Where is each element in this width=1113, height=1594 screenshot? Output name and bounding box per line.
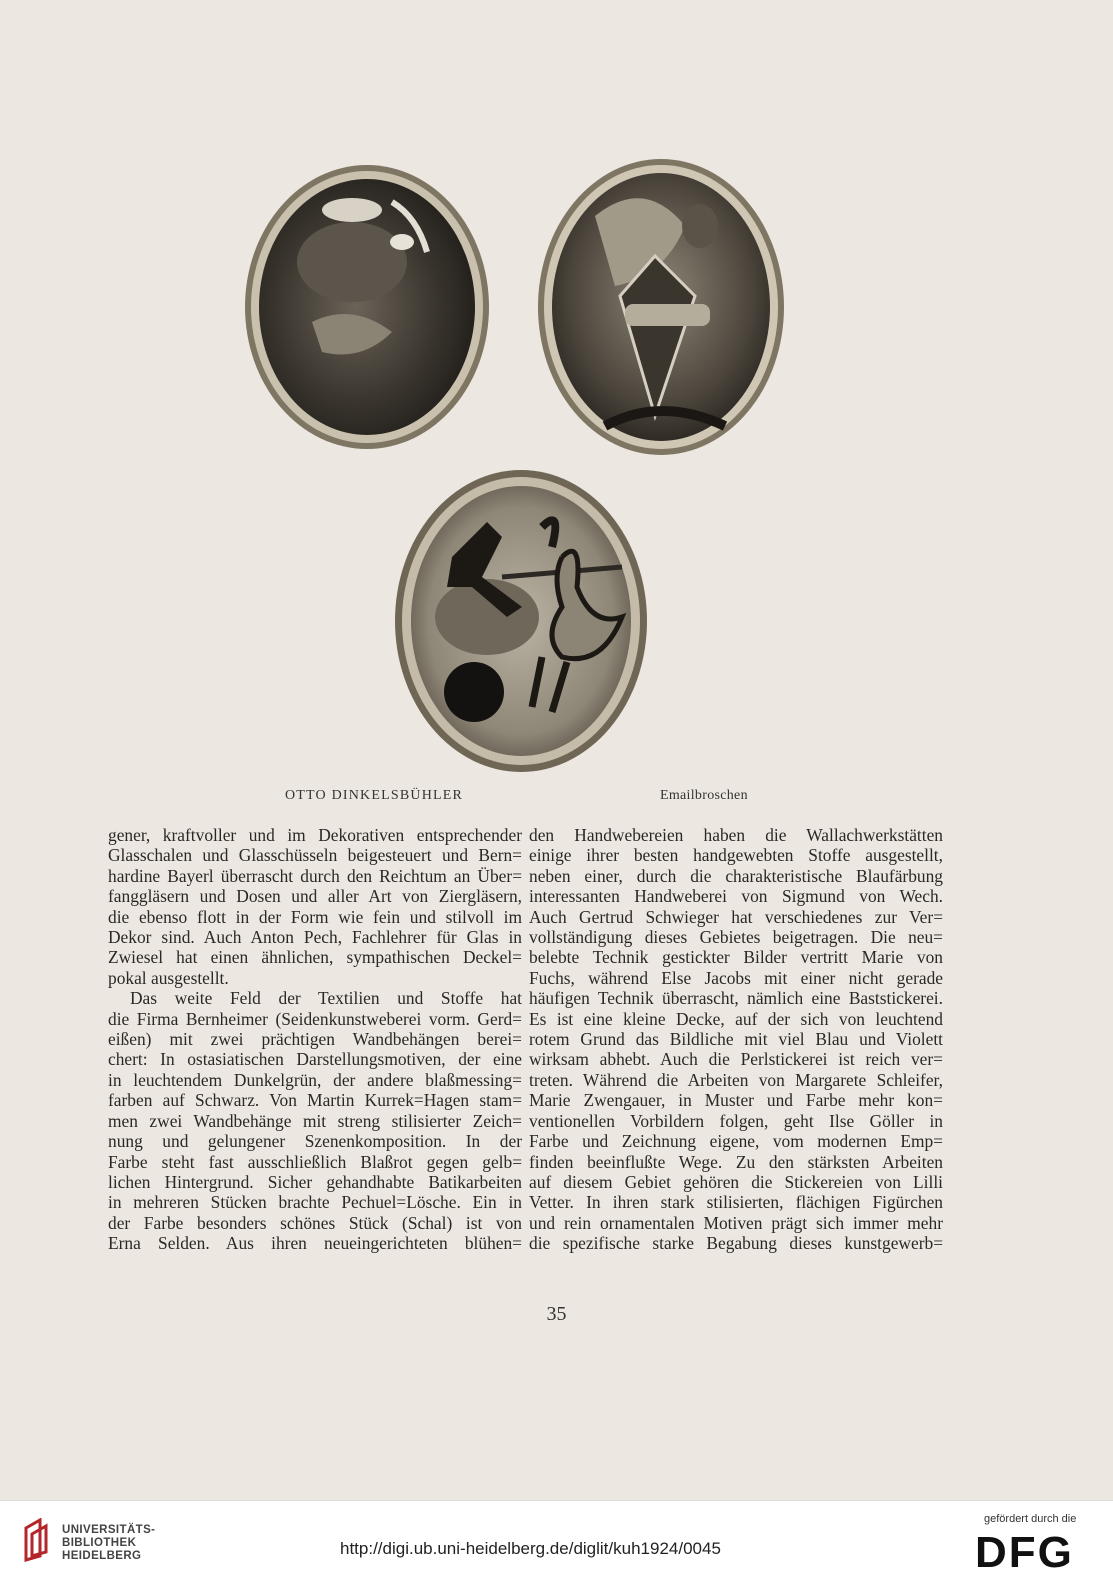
dfg-logo[interactable]: DFG — [975, 1528, 1074, 1577]
text-line: Es ist eine kleine Decke, auf der sich von leuchtend — [529, 1008, 943, 1029]
text-line: eißen) mit zwei prächtigen Wandbehängen berei= — [108, 1029, 522, 1050]
text-line: Marie Zwengauer, in Muster und Farbe mehr kon= — [529, 1090, 943, 1111]
text-line: vollständigung dieses Gebietes beigetragen. Die neu= — [529, 927, 943, 948]
text-line: chert: In ostasiatischen Darstellungsmotiven, der eine — [108, 1049, 522, 1070]
brooch-image-top-left — [242, 162, 492, 452]
text-line: die ebenso flott in der Form wie fein und stilvoll im — [108, 906, 522, 927]
text-line: häufigen Technik überrascht, nämlich eine Baststickerei. — [529, 988, 943, 1009]
funding-note: gefördert durch die — [984, 1513, 1077, 1525]
text-line: Farbe und Zeichnung eigene, vom modernen Emp= — [529, 1131, 943, 1152]
text-line: auf diesem Gebiet gehören die Stickereien von Lilli — [529, 1171, 943, 1192]
text-line: neben einer, durch die charakteristische Blaufärbung — [529, 865, 943, 886]
brooch-image-bottom — [392, 467, 650, 775]
text-column-left — [108, 825, 522, 1254]
text-line: den Handwebereien haben die Wallachwerkstätten — [529, 825, 943, 845]
library-line-2: BIBLIOTHEK — [62, 1537, 137, 1549]
permalink-url[interactable]: http://digi.ub.uni-heidelberg.de/diglit/kuh1924/0045 — [340, 1539, 721, 1558]
library-line-1: UNIVERSITÄTS- — [62, 1524, 156, 1536]
text-line: Dekor sind. Auch Anton Pech, Fachlehrer für Glas in — [108, 927, 522, 948]
text-line: Das weite Feld der Textilien und Stoffe hat — [130, 988, 522, 1009]
text-line: einige ihrer besten handgewebten Stoffe ausgestellt, — [529, 845, 943, 866]
text-line: treten. Während die Arbeiten von Margarete Schleifer, — [529, 1069, 943, 1090]
brooch-image-top-right — [535, 156, 787, 458]
text-line: hardine Bayerl überrascht durch den Reichtum an Über= — [108, 865, 522, 886]
text-line: Glasschalen und Glasschüsseln beigesteuert und Bern= — [108, 845, 522, 866]
text-line: der Farbe besonders schönes Stück (Schal) ist von — [108, 1212, 522, 1233]
text-line: rotem Grund das Bildliche mit viel Blau und Violett — [529, 1029, 943, 1050]
text-line: men zwei Wandbehänge mit streng stilisierter Zeich= — [108, 1110, 522, 1131]
text-line: in leuchtendem Dunkelgrün, der andere blaßmessing= — [108, 1069, 522, 1090]
text-line: Erna Selden. Aus ihren neueingerichteten blühen= — [108, 1233, 522, 1254]
text-line: ventionellen Vorbildern folgen, geht Ilse Göller in — [529, 1110, 943, 1131]
caption-title: Emailbroschen — [660, 788, 748, 803]
text-line: Zwiesel hat einen ähnlichen, sympathischen Deckel= — [108, 947, 522, 968]
text-line: interessanten Handweberei von Sigmund von Wech. — [529, 886, 943, 907]
text-line: und rein ornamentalen Motiven prägt sich immer mehr — [529, 1212, 943, 1233]
text-line: fanggläsern und Dosen und aller Art von Ziergläsern, — [108, 886, 522, 907]
university-library-logo-icon[interactable] — [22, 1518, 58, 1562]
text-line: Vetter. In ihren stark stilisierten, flächigen Figürchen — [529, 1192, 943, 1213]
text-line: die spezifische starke Begabung dieses kunstgewerb= — [529, 1233, 943, 1254]
text-line: finden beeinflußte Wege. Zu den stärksten Arbeiten — [529, 1151, 943, 1172]
page-number: 35 — [546, 1303, 567, 1325]
text-line: Auch Gertrud Schwieger hat verschiedenes zur Ver= — [529, 906, 943, 927]
text-line: die Firma Bernheimer (Seidenkunstweberei vorm. Gerd= — [108, 1008, 522, 1029]
university-library-name[interactable] — [62, 1524, 155, 1563]
text-line: belebte Technik gestickter Bilder vertritt Marie von — [529, 947, 943, 968]
text-column-right — [529, 825, 943, 1254]
text-line: wirksam abhebt. Auch die Perlstickerei ist reich ver= — [529, 1049, 943, 1070]
text-line: pokal ausgestellt. — [108, 967, 229, 988]
text-line: gener, kraftvoller und im Dekorativen entsprechender — [108, 825, 522, 845]
text-line: lichen Hintergrund. Sicher gehandhabte Batikarbeiten — [108, 1171, 522, 1192]
text-line: Fuchs, während Else Jacobs mit einer nicht gerade — [529, 967, 943, 988]
text-line: Farbe steht fast ausschließlich Blaßrot gegen gelb= — [108, 1151, 522, 1172]
library-line-3: HEIDELBERG — [62, 1550, 142, 1562]
text-line: nung und gelungener Szenenkomposition. In der — [108, 1131, 522, 1152]
text-line: in mehreren Stücken brachte Pechuel=Lösche. Ein in — [108, 1192, 522, 1213]
text-line: farben auf Schwarz. Von Martin Kurrek=Hagen stam= — [108, 1090, 522, 1111]
caption-artist: OTTO DINKELSBÜHLER — [285, 788, 464, 803]
